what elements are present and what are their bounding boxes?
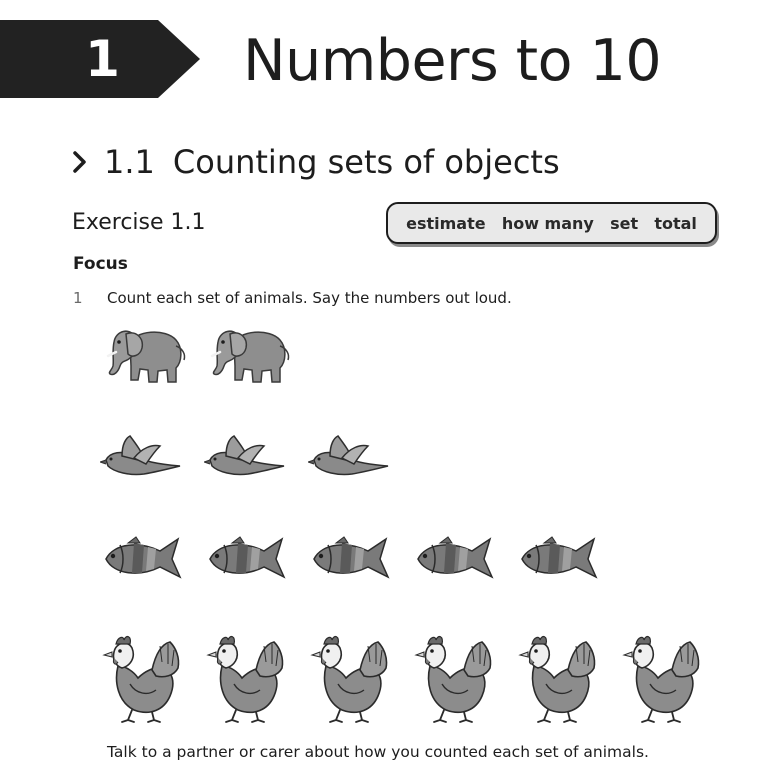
vocab-word: estimate [406, 213, 486, 233]
fish-icon [516, 535, 600, 581]
question-text: Count each set of animals. Say the numbers out loud. [107, 289, 512, 307]
question-number: 1 [73, 289, 83, 307]
fish-icon [204, 535, 288, 581]
fish-icon [308, 535, 392, 581]
hen-set [100, 632, 706, 724]
hen-icon [516, 632, 602, 724]
footer-instruction: Talk to a partner or carer about how you counted each set of animals. [107, 743, 649, 761]
chevron-right-icon [70, 147, 90, 177]
elephant-icon [100, 322, 188, 386]
hen-icon [100, 632, 186, 724]
hen-icon [308, 632, 394, 724]
hen-icon [204, 632, 290, 724]
unit-number: 1 [85, 30, 120, 88]
elephant-icon [204, 322, 292, 386]
hen-icon [412, 632, 498, 724]
bird-set [100, 434, 392, 484]
section-number: 1.1 [104, 143, 155, 181]
fish-icon [100, 535, 184, 581]
section-title: Counting sets of objects [172, 143, 560, 181]
exercise-title: Exercise 1.1 [72, 210, 206, 235]
unit-title: Numbers to 10 [243, 28, 662, 94]
bird-icon [100, 434, 184, 484]
vocab-word: set [610, 213, 639, 233]
elephant-set [100, 322, 292, 386]
fish-icon [412, 535, 496, 581]
fish-set [100, 535, 600, 581]
vocab-word: how many [501, 213, 594, 233]
vocab-word: total [654, 213, 697, 233]
section-heading [70, 140, 560, 184]
hen-icon [620, 632, 706, 724]
bird-icon [204, 434, 288, 484]
bird-icon [308, 434, 392, 484]
focus-label: Focus [73, 254, 128, 274]
vocabulary-box [386, 202, 717, 244]
